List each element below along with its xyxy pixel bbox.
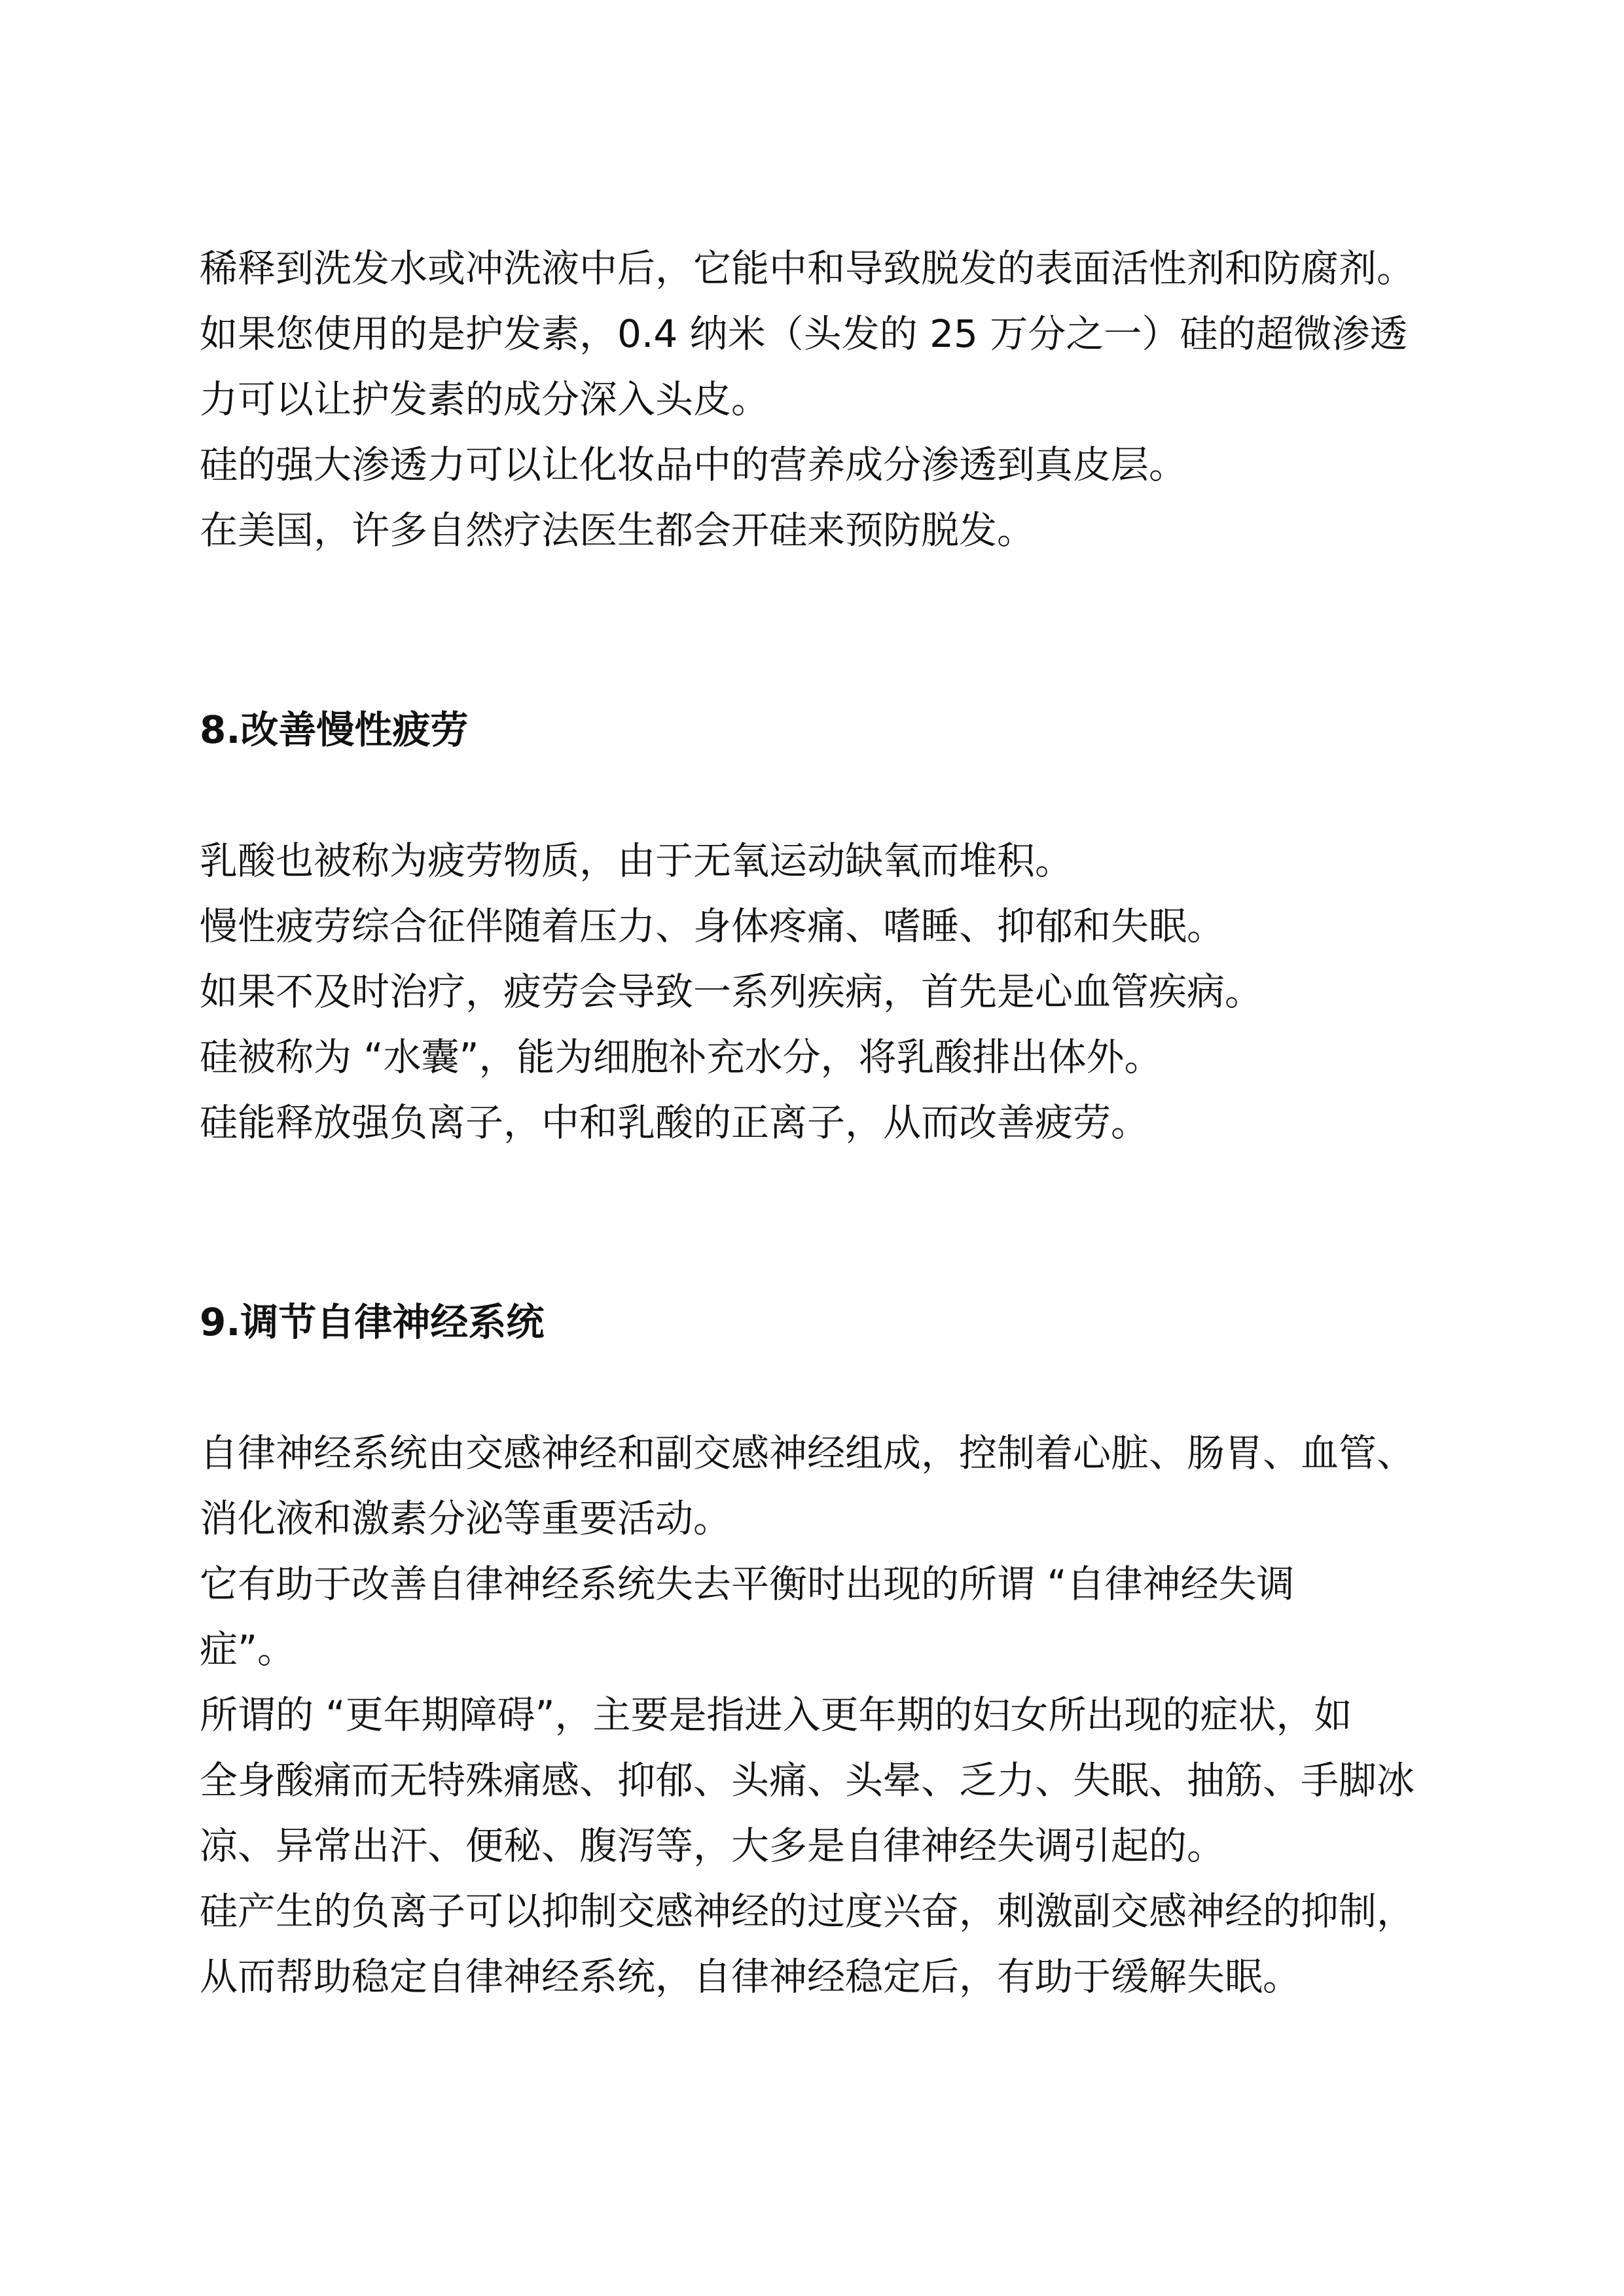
text-line: 从而帮助稳定自律神经系统，自律神经稳定后，有助于缓解失眠。: [200, 1954, 1301, 1999]
text-line: 乳酸也被称为疲劳物质，由于无氧运动缺氧而堆积。: [200, 838, 1074, 883]
section-heading-9: 9.调节自律神经系统: [200, 1300, 545, 1344]
section-9-paragraph: [200, 1420, 1443, 2009]
text-line: 慢性疲劳综合征伴随着压力、身体疼痛、嗜睡、抑郁和失眠。: [200, 904, 1225, 948]
text-line: 全身酸痛而无特殊痛感、抑郁、头痛、头晕、乏力、失眠、抽筋、手脚冰: [200, 1758, 1415, 1803]
intro-paragraph: [200, 236, 1443, 563]
text-line: 所谓的 “更年期障碍”，主要是指进入更年期的妇女所出现的症状，如: [200, 1693, 1352, 1737]
text-line: 自律神经系统由交感神经和副交感神经组成，控制着心脏、肠胃、血管、: [200, 1431, 1415, 1475]
text-line: 凉、异常出汗、便秘、腹泻等，大多是自律神经失调引起的。: [200, 1823, 1225, 1868]
text-line: 在美国，许多自然疗法医生都会开硅来预防脱发。: [200, 508, 1036, 552]
text-line: 硅产生的负离子可以抑制交感神经的过度兴奋，刺激副交感神经的抑制，: [200, 1889, 1415, 1933]
text-line: 如果您使用的是护发素，0.4 纳米（头发的 25 万分之一）硅的超微渗透: [200, 312, 1408, 356]
text-line: 症”。: [200, 1627, 296, 1672]
section-heading-8: 8.改善慢性疲劳: [200, 708, 469, 752]
section-8-paragraph: [200, 828, 1443, 1155]
text-line: 它有助于改善自律神经系统失去平衡时出现的所谓 “自律神经失调: [200, 1562, 1295, 1606]
text-line: 硅被称为 “水囊”，能为细胞补充水分，将乳酸排出体外。: [200, 1035, 1163, 1079]
text-line: 稀释到洗发水或冲洗液中后，它能中和导致脱发的表面活性剂和防腐剂。: [200, 246, 1415, 291]
text-line: 消化液和激素分泌等重要活动。: [200, 1496, 732, 1541]
text-line: 如果不及时治疗，疲劳会导致一系列疾病，首先是心血管疾病。: [200, 969, 1263, 1014]
text-line: 力可以让护发素的成分深入头皮。: [200, 377, 770, 422]
text-line: 硅的强大渗透力可以让化妆品中的营养成分渗透到真皮层。: [200, 442, 1187, 487]
text-line: 硅能释放强负离子，中和乳酸的正离子，从而改善疲劳。: [200, 1100, 1149, 1145]
